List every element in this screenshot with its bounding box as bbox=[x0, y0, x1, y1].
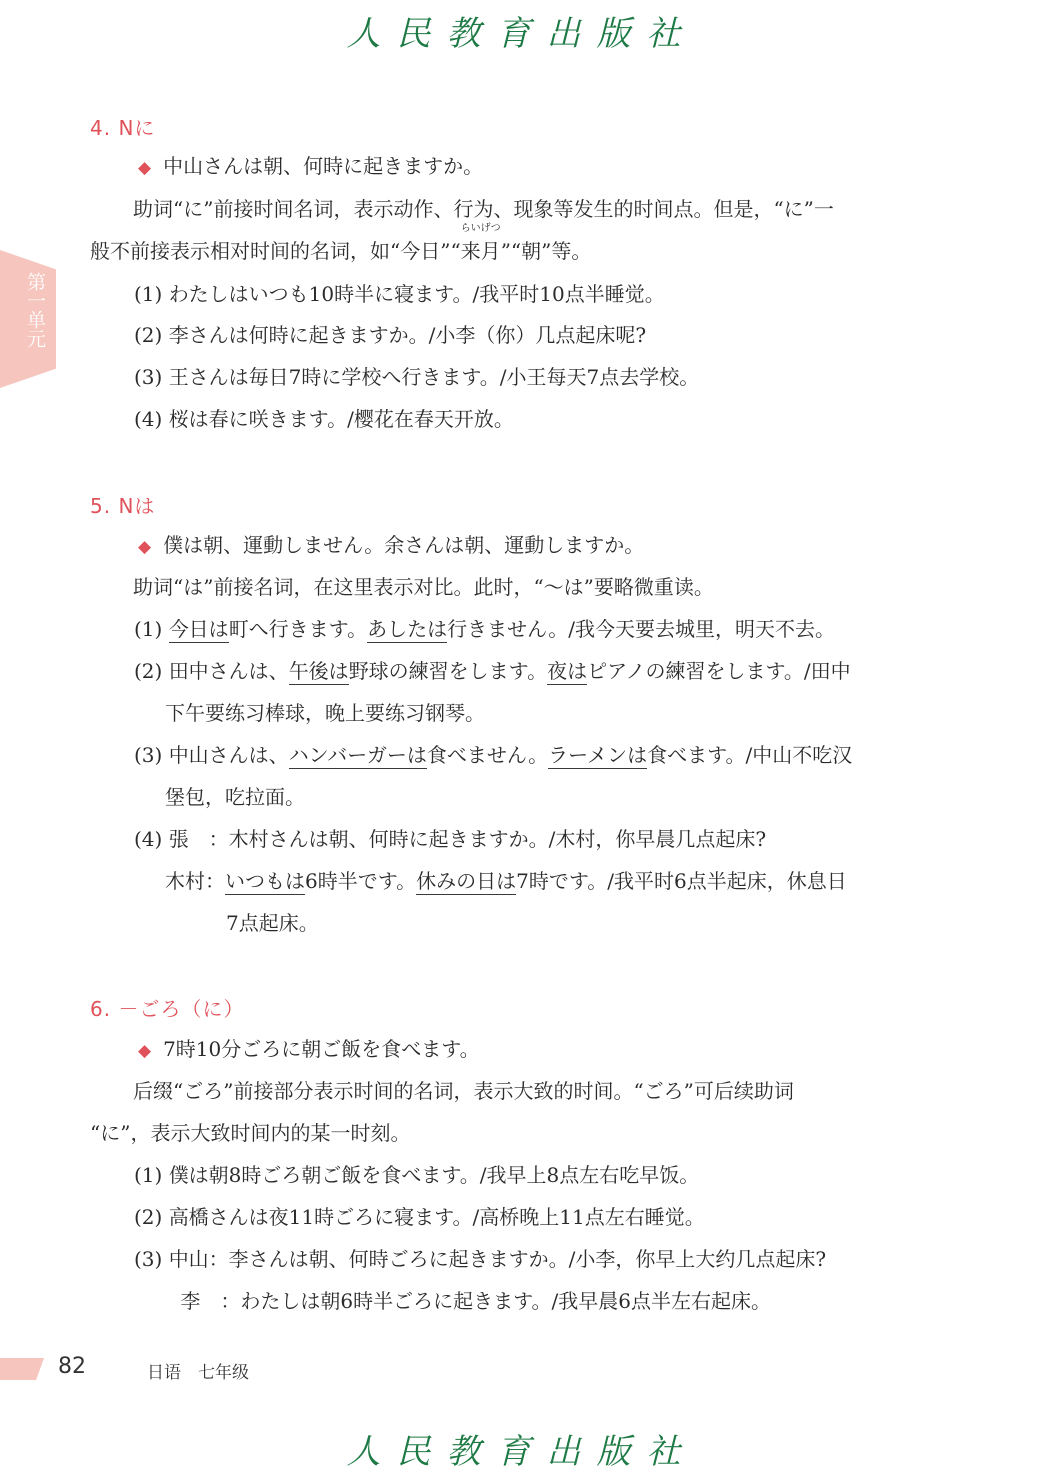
item-text: 7時です。/我平时6点半起床，休息日 bbox=[516, 869, 847, 893]
section-heading: 4. Nに bbox=[90, 116, 156, 140]
item-text: 田中さんは、 bbox=[168, 659, 289, 683]
list-item: (3) 中山：李さんは朝、何時ごろに起きますか。/小李，你早上大约几点起床? bbox=[134, 1247, 827, 1271]
explanation-line bbox=[90, 223, 592, 265]
item-text: 食べます。/中山不吃汉 bbox=[647, 743, 853, 767]
book-title: 日语 七年级 bbox=[147, 1363, 249, 1383]
item-text: 張 ：木村さんは朝、何時に起きますか。/木村，你早晨几点起床? bbox=[168, 827, 767, 851]
item-text: 野球の練習をします。 bbox=[348, 659, 548, 683]
item-text: 6時半です。 bbox=[305, 869, 417, 893]
diamond-bullet-icon: ◆ bbox=[138, 537, 152, 557]
list-item-continuation: 7点起床。 bbox=[226, 911, 319, 935]
list-item bbox=[134, 741, 852, 769]
explanation-text: 般不前接表示相对时间的名词，如“今日”“ bbox=[90, 239, 461, 263]
list-item-continuation: 李 ：わたしは朝6時半ごろに起きます。/我早晨6点半左右起床。 bbox=[134, 1289, 771, 1313]
list-item bbox=[134, 615, 835, 643]
list-item: (4) 桜は春に咲きます。/樱花在春天开放。 bbox=[134, 407, 514, 431]
ruby-reading: らいげつ bbox=[460, 223, 501, 234]
speaker-label: 木村： bbox=[165, 869, 225, 893]
underlined-phrase: いつもは bbox=[225, 869, 305, 893]
list-item-continuation bbox=[165, 867, 847, 895]
underlined-phrase: ラーメンは bbox=[548, 743, 648, 767]
explanation-line: 助词“は”前接名词，在这里表示对比。此时，“～は”要略微重读。 bbox=[133, 575, 714, 599]
explanation-text: ”“朝”等。 bbox=[500, 239, 592, 263]
example-text: 僕は朝、運動しません。余さんは朝、運動しますか。 bbox=[163, 533, 645, 557]
publisher-logo-top: 人民教育出版社 bbox=[346, 14, 697, 54]
explanation-line: “に”，表示大致时间内的某一时刻。 bbox=[90, 1121, 411, 1145]
item-number: (2) bbox=[134, 659, 169, 683]
footer-accent-bar bbox=[0, 1358, 44, 1380]
list-item: (1) わたしはいつも10時半に寝ます。/我平时10点半睡觉。 bbox=[134, 282, 665, 306]
ruby-base: 来月 bbox=[460, 239, 501, 263]
item-text: ピアノの練習をします。/田中 bbox=[587, 659, 851, 683]
item-number: (1) bbox=[134, 617, 169, 641]
section-heading: 6. －ごろ（に） bbox=[90, 997, 245, 1021]
underlined-phrase: あしたは bbox=[367, 617, 448, 641]
list-item: (3) 王さんは毎日7時に学校へ行きます。/小王每天7点去学校。 bbox=[134, 365, 700, 389]
item-text: 中山さんは、 bbox=[168, 743, 289, 767]
underlined-phrase: 今日は bbox=[168, 617, 229, 641]
page-number: 82 bbox=[58, 1354, 86, 1379]
example-text: 7時10分ごろに朝ご飯を食べます。 bbox=[163, 1037, 480, 1061]
example-sentence bbox=[138, 1035, 480, 1065]
example-sentence bbox=[138, 531, 644, 561]
section-heading: 5. Nは bbox=[90, 494, 156, 518]
publisher-logo-bottom: 人民教育出版社 bbox=[346, 1432, 697, 1472]
example-sentence bbox=[138, 152, 483, 182]
list-item-continuation: 堡包，吃拉面。 bbox=[165, 785, 305, 809]
item-text: 食べません。 bbox=[426, 743, 549, 767]
example-text: 中山さんは朝、何時に起きますか。 bbox=[163, 154, 484, 178]
ruby-word bbox=[460, 223, 501, 265]
item-number: (3) bbox=[134, 743, 169, 767]
list-item: (2) 李さんは何時に起きますか。/小李（你）几点起床呢? bbox=[134, 323, 647, 347]
diamond-bullet-icon: ◆ bbox=[138, 1041, 152, 1061]
item-number: (4) bbox=[134, 827, 169, 851]
diamond-bullet-icon: ◆ bbox=[138, 158, 152, 178]
underlined-phrase: 休みの日は bbox=[416, 869, 517, 893]
list-item-continuation: 下午要练习棒球，晚上要练习钢琴。 bbox=[165, 701, 485, 725]
underlined-phrase: 夜は bbox=[547, 659, 588, 683]
item-text: 町へ行きます。 bbox=[228, 617, 368, 641]
explanation-line: 后缀“ごろ”前接部分表示时间的名词，表示大致的时间。“ごろ”可后续助词 bbox=[133, 1079, 794, 1103]
item-text: 行きません。/我今天要去城里，明天不去。 bbox=[447, 617, 836, 641]
list-item bbox=[134, 657, 851, 685]
list-item: (2) 高橋さんは夜11時ごろに寝ます。/高桥晚上11点左右睡觉。 bbox=[134, 1205, 705, 1229]
list-item bbox=[134, 825, 766, 853]
explanation-line: 助词“に”前接时间名词，表示动作、行为、现象等发生的时间点。但是，“に”一 bbox=[133, 197, 834, 221]
underlined-phrase: 午後は bbox=[288, 659, 349, 683]
unit-tab-label: 第一单元 bbox=[24, 272, 46, 348]
list-item: (1) 僕は朝8時ごろ朝ご飯を食べます。/我早上8点左右吃早饭。 bbox=[134, 1163, 700, 1187]
underlined-phrase: ハンバーガーは bbox=[288, 743, 427, 767]
